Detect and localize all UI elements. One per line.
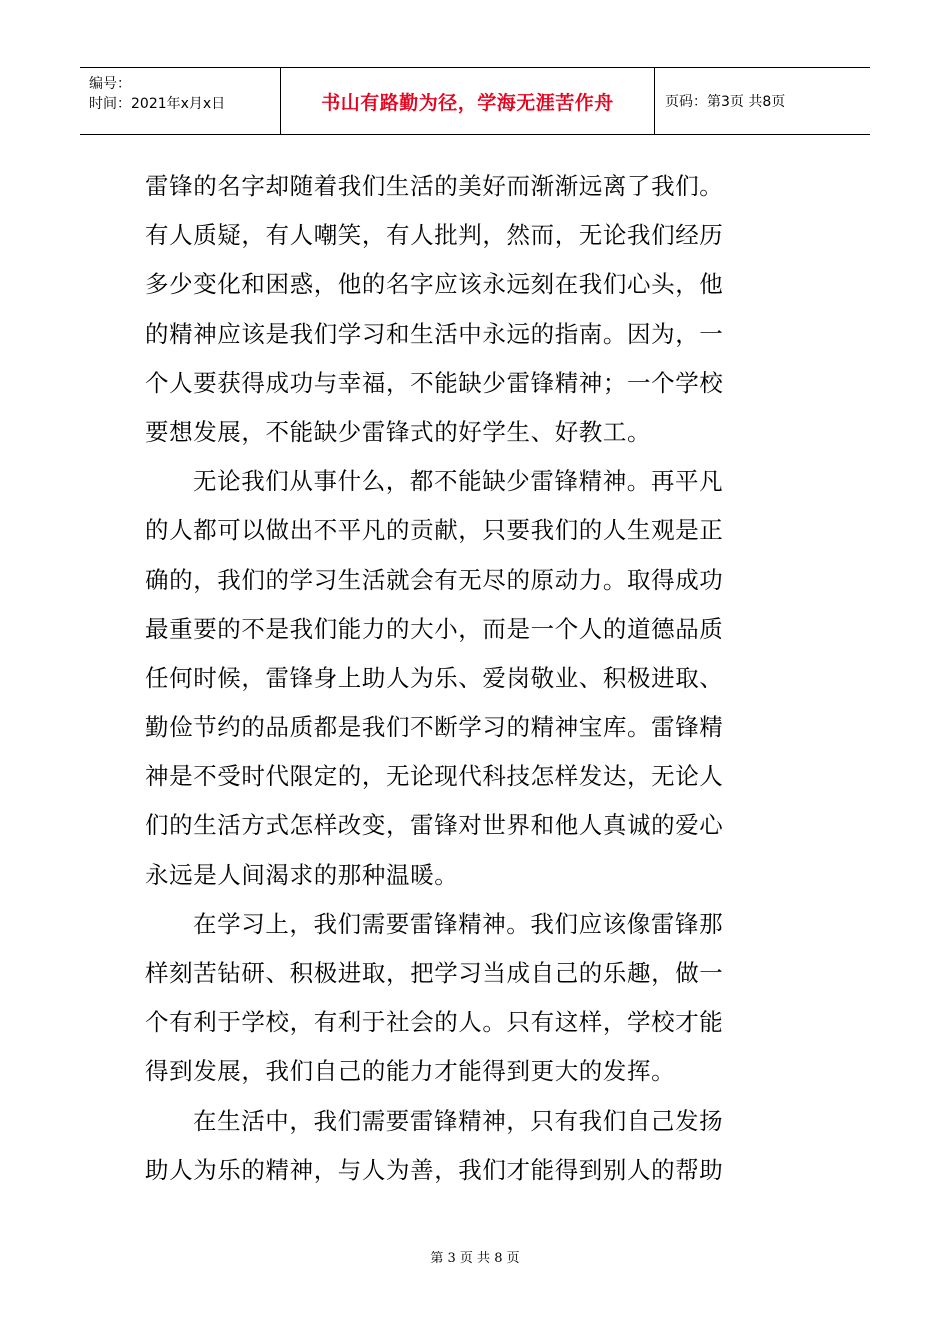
header-time-label: 时间：2021年x月x日: [89, 96, 226, 112]
body-line: 永远是人间渴求的那种温暖。: [145, 860, 459, 889]
header-motto: 书山有路勤为径，学海无涯苦作舟: [321, 91, 614, 114]
header-divider: [654, 68, 655, 134]
body-line: 确的，我们的学习生活就会有无尽的原动力。取得成功: [145, 565, 724, 594]
body-line: 任何时候，雷锋身上助人为乐、爱岗敬业、积极进取、: [145, 663, 724, 692]
header-page-label: 页码：第3页 共8页: [665, 94, 786, 110]
body-line: 的人都可以做出不平凡的贡献，只要我们的人生观是正: [145, 516, 724, 545]
body-line: 多少变化和困惑，他的名字应该永远刻在我们心头，他: [145, 270, 724, 299]
body-line: 在生活中，我们需要雷锋精神，只有我们自己发扬: [193, 1106, 724, 1135]
body-line: 无论我们从事什么，都不能缺少雷锋精神。再平凡: [193, 467, 724, 496]
header-number-label: 编号：: [89, 76, 131, 92]
body-line: 有人质疑，有人嘲笑，有人批判，然而，无论我们经历: [145, 221, 724, 250]
body-line: 得到发展，我们自己的能力才能得到更大的发挥。: [145, 1057, 676, 1086]
body-line: 助人为乐的精神，与人为善，我们才能得到别人的帮助: [145, 1155, 724, 1184]
body-line: 样刻苦钻研、积极进取，把学习当成自己的乐趣，做一: [145, 959, 724, 987]
body-line: 神是不受时代限定的，无论现代科技怎样发达，无论人: [145, 762, 724, 791]
page-header: [80, 67, 870, 135]
body-line: 要想发展，不能缺少雷锋式的好学生、好教工。: [145, 417, 652, 446]
body-line: 的精神应该是我们学习和生活中永远的指南。因为，一: [145, 319, 724, 348]
body-line: 们的生活方式怎样改变，雷锋对世界和他人真诚的爱心: [145, 811, 724, 840]
body-line: 个人要获得成功与幸福，不能缺少雷锋精神；一个学校: [145, 368, 724, 397]
body-line: 个有利于学校，有利于社会的人。只有这样，学校才能: [145, 1008, 724, 1037]
body-line: 雷锋的名字却随着我们生活的美好而渐渐远离了我们。: [145, 172, 724, 200]
header-meta: [89, 74, 225, 114]
page-footer: 第 3 页 共 8 页: [430, 1251, 520, 1266]
body-line: 在学习上，我们需要雷锋精神。我们应该像雷锋那: [193, 909, 724, 938]
body-line: 最重要的不是我们能力的大小，而是一个人的道德品质: [145, 614, 724, 643]
document-body: [145, 162, 745, 1195]
body-line: 勤俭节约的品质都是我们不断学习的精神宝库。雷锋精: [145, 713, 724, 742]
